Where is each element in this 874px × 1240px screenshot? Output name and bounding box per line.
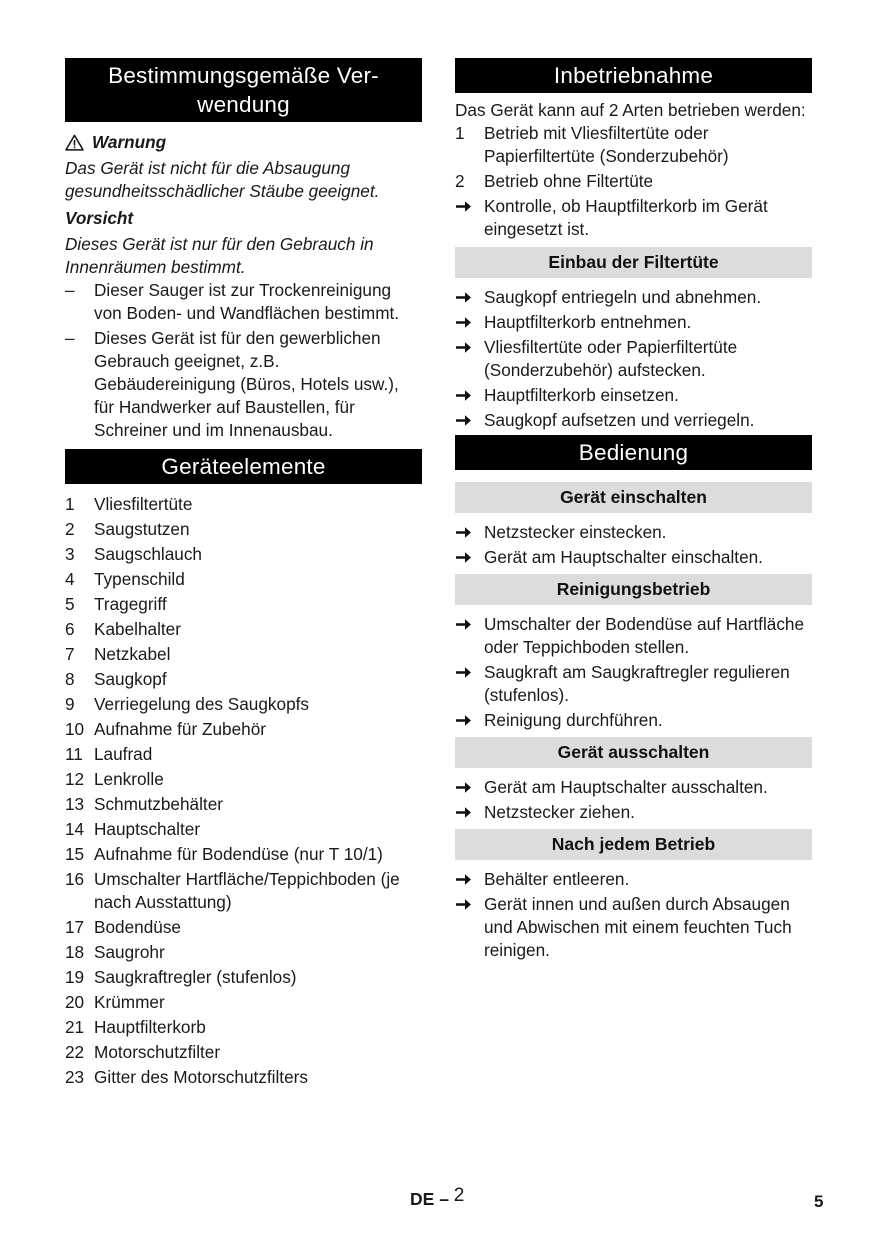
section-heading-device-elements: Geräteelemente	[65, 449, 422, 484]
caution-text: Dieses Gerät ist nur für den Gebrauch in Innenräumen bestimmt.	[65, 234, 374, 277]
item-number: 1	[455, 123, 465, 143]
numbered-item	[455, 170, 812, 193]
item-text: Saugkraftregler (stufenlos)	[94, 967, 297, 987]
bullet-item	[65, 327, 422, 442]
subheading-filter-bag: Einbau der Filtertüte	[455, 247, 812, 278]
arrow-icon	[455, 336, 484, 382]
page-number: 2	[453, 1185, 465, 1206]
item-number: 3	[65, 544, 75, 564]
step-item	[455, 868, 812, 891]
warning-triangle-icon	[65, 134, 84, 151]
heading-line-1: Bestimmungsgemäße Ver-	[108, 63, 379, 88]
step-text: Netzstecker einstecken.	[484, 522, 667, 542]
step-text: Gerät am Hauptschalter ausschalten.	[484, 777, 768, 797]
switch-off-steps	[455, 776, 812, 824]
step-item	[455, 546, 812, 569]
step-item	[455, 893, 812, 962]
item-text: Bodendüse	[94, 917, 181, 937]
step-item	[455, 195, 812, 241]
item-text: Saugrohr	[94, 942, 165, 962]
item-text: Betrieb mit Vliesfiltertüte oder Papierfiltertüte (Sonderzubehör)	[484, 123, 729, 166]
item-number: 19	[65, 967, 85, 987]
device-element-item	[65, 593, 422, 616]
device-element-item	[65, 643, 422, 666]
item-number: 23	[65, 1067, 85, 1087]
bullet-item	[65, 279, 422, 325]
item-number: 21	[65, 1017, 85, 1037]
step-item	[455, 286, 812, 309]
step-item	[455, 661, 812, 707]
device-element-item	[65, 991, 422, 1014]
item-number: 4	[65, 569, 75, 589]
device-elements-list	[65, 493, 422, 1089]
item-text: Aufnahme für Zubehör	[94, 719, 266, 739]
warning-text: Das Gerät ist nicht für die Absaugung gesundheitsschädlicher Stäube geeignet.	[65, 158, 380, 201]
item-text: Kabelhalter	[94, 619, 181, 639]
subheading-switch-off: Gerät ausschalten	[455, 737, 812, 768]
item-text: Betrieb ohne Filtertüte	[484, 171, 654, 191]
item-text: Lenkrolle	[94, 769, 164, 789]
step-text: Vliesfiltertüte oder Papierfiltertüte (Sonderzubehör) aufstecken.	[484, 337, 738, 380]
arrow-icon	[455, 801, 484, 824]
bullet-text: Dieser Sauger ist zur Trockenreinigung von Boden- und Wandflächen bestimmt.	[94, 280, 400, 323]
step-item	[455, 409, 812, 432]
item-number: 7	[65, 644, 75, 664]
device-element-item	[65, 1016, 422, 1039]
step-text: Umschalter der Bodendüse auf Hartfläche oder Teppichboden stellen.	[484, 614, 805, 657]
item-number: 2	[455, 171, 465, 191]
item-number: 12	[65, 769, 85, 789]
device-element-item	[65, 718, 422, 741]
item-number: 2	[65, 519, 75, 539]
item-number: 22	[65, 1042, 85, 1062]
arrow-icon	[455, 195, 484, 241]
subheading-cleaning: Reinigungsbetrieb	[455, 574, 812, 605]
item-number: 5	[65, 594, 75, 614]
item-text: Vliesfiltertüte	[94, 494, 193, 514]
step-text: Netzstecker ziehen.	[484, 802, 635, 822]
device-element-item	[65, 941, 422, 964]
item-text: Saugstutzen	[94, 519, 190, 539]
step-text: Gerät innen und außen durch Absaugen und Abwischen mit einem feuchten Tuch reinigen.	[484, 894, 792, 960]
item-text: Typenschild	[94, 569, 185, 589]
item-text: Motorschutzfilter	[94, 1042, 221, 1062]
bullet-marker: –	[65, 280, 75, 300]
arrow-icon	[455, 613, 484, 659]
item-text: Umschalter Hartfläche/Teppichboden (je nach Ausstattung)	[94, 869, 400, 912]
item-number: 18	[65, 942, 85, 962]
arrow-icon	[455, 709, 484, 732]
item-number: 6	[65, 619, 75, 639]
numbered-item	[455, 122, 812, 168]
item-text: Hauptschalter	[94, 819, 201, 839]
device-element-item	[65, 518, 422, 541]
step-text: Saugkopf entriegeln und abnehmen.	[484, 287, 762, 307]
step-text: Reinigung durchführen.	[484, 710, 663, 730]
device-element-item	[65, 916, 422, 939]
step-item	[455, 613, 812, 659]
step-item	[455, 776, 812, 799]
device-element-item	[65, 618, 422, 641]
item-text: Laufrad	[94, 744, 153, 764]
device-element-item	[65, 693, 422, 716]
device-element-item	[65, 868, 422, 914]
item-number: 20	[65, 992, 85, 1012]
item-text: Tragegriff	[94, 594, 167, 614]
arrow-icon	[455, 311, 484, 334]
step-text: Kontrolle, ob Hauptfilterkorb im Gerät eingesetzt ist.	[484, 196, 768, 239]
warning-heading	[65, 131, 422, 154]
arrow-icon	[455, 409, 484, 432]
step-item	[455, 336, 812, 382]
arrow-icon	[455, 893, 484, 962]
device-element-item	[65, 793, 422, 816]
language-code: DE	[410, 1189, 435, 1209]
item-text: Verriegelung des Saugkopfs	[94, 694, 309, 714]
item-number: 8	[65, 669, 75, 689]
right-column	[455, 58, 812, 964]
section-heading-intended-use	[65, 58, 422, 122]
section-heading-operation: Bedienung	[455, 435, 812, 470]
item-number: 1	[65, 494, 75, 514]
cleaning-steps	[455, 613, 812, 732]
item-number: 9	[65, 694, 75, 714]
device-element-item	[65, 1066, 422, 1089]
device-element-item	[65, 668, 422, 691]
subheading-switch-on: Gerät einschalten	[455, 482, 812, 513]
step-text: Gerät am Hauptschalter einschalten.	[484, 547, 763, 567]
item-text: Aufnahme für Bodendüse (nur T 10/1)	[94, 844, 383, 864]
left-column	[65, 58, 422, 1091]
device-element-item	[65, 818, 422, 841]
subheading-after-use: Nach jedem Betrieb	[455, 829, 812, 860]
arrow-icon	[455, 521, 484, 544]
filter-bag-steps	[455, 286, 812, 432]
device-element-item	[65, 966, 422, 989]
item-text: Hauptfilterkorb	[94, 1017, 206, 1037]
item-number: 13	[65, 794, 85, 814]
device-element-item	[65, 768, 422, 791]
after-use-steps	[455, 868, 812, 962]
section-heading-commissioning: Inbetriebnahme	[455, 58, 812, 93]
step-text: Hauptfilterkorb einsetzen.	[484, 385, 679, 405]
step-text: Hauptfilterkorb entnehmen.	[484, 312, 692, 332]
sheet-number: 5	[814, 1192, 824, 1211]
bullet-text: Dieses Gerät ist für den gewerblichen Gebrauch geeignet, z.B. Gebäudereinigung (Büros, Hotels usw.), für Handwerker auf Baustellen, für Schreiner und im Innenausbau.	[94, 328, 399, 440]
heading-line-2: wendung	[197, 92, 290, 117]
device-element-item	[65, 493, 422, 516]
device-element-item	[65, 568, 422, 591]
item-number: 14	[65, 819, 85, 839]
bullet-marker: –	[65, 328, 75, 348]
arrow-icon	[455, 546, 484, 569]
switch-on-steps	[455, 521, 812, 569]
step-item	[455, 521, 812, 544]
step-item	[455, 384, 812, 407]
item-number: 17	[65, 917, 85, 937]
step-text: Saugkraft am Saugkraftregler regulieren (stufenlos).	[484, 662, 790, 705]
arrow-icon	[455, 286, 484, 309]
item-text: Krümmer	[94, 992, 165, 1012]
device-element-item	[65, 743, 422, 766]
page-label	[410, 1185, 465, 1211]
item-number: 16	[65, 869, 85, 889]
item-text: Saugschlauch	[94, 544, 202, 564]
item-text: Saugkopf	[94, 669, 167, 689]
step-item	[455, 801, 812, 824]
step-item	[455, 311, 812, 334]
page-dash: –	[439, 1189, 449, 1209]
device-element-item	[65, 1041, 422, 1064]
step-item	[455, 709, 812, 732]
device-element-item	[65, 843, 422, 866]
step-text: Saugkopf aufsetzen und verriegeln.	[484, 410, 755, 430]
caution-label: Vorsicht	[65, 208, 134, 228]
arrow-icon	[455, 776, 484, 799]
arrow-icon	[455, 661, 484, 707]
item-text: Netzkabel	[94, 644, 171, 664]
item-text: Schmutzbehälter	[94, 794, 223, 814]
device-element-item	[65, 543, 422, 566]
item-number: 11	[65, 744, 83, 764]
arrow-icon	[455, 384, 484, 407]
step-text: Behälter entleeren.	[484, 869, 630, 889]
arrow-icon	[455, 868, 484, 891]
commissioning-intro: Das Gerät kann auf 2 Arten betrieben werden:	[455, 100, 806, 120]
item-number: 15	[65, 844, 85, 864]
warning-label: Warnung	[92, 132, 167, 152]
item-number: 10	[65, 719, 85, 739]
item-text: Gitter des Motorschutzfilters	[94, 1067, 308, 1087]
